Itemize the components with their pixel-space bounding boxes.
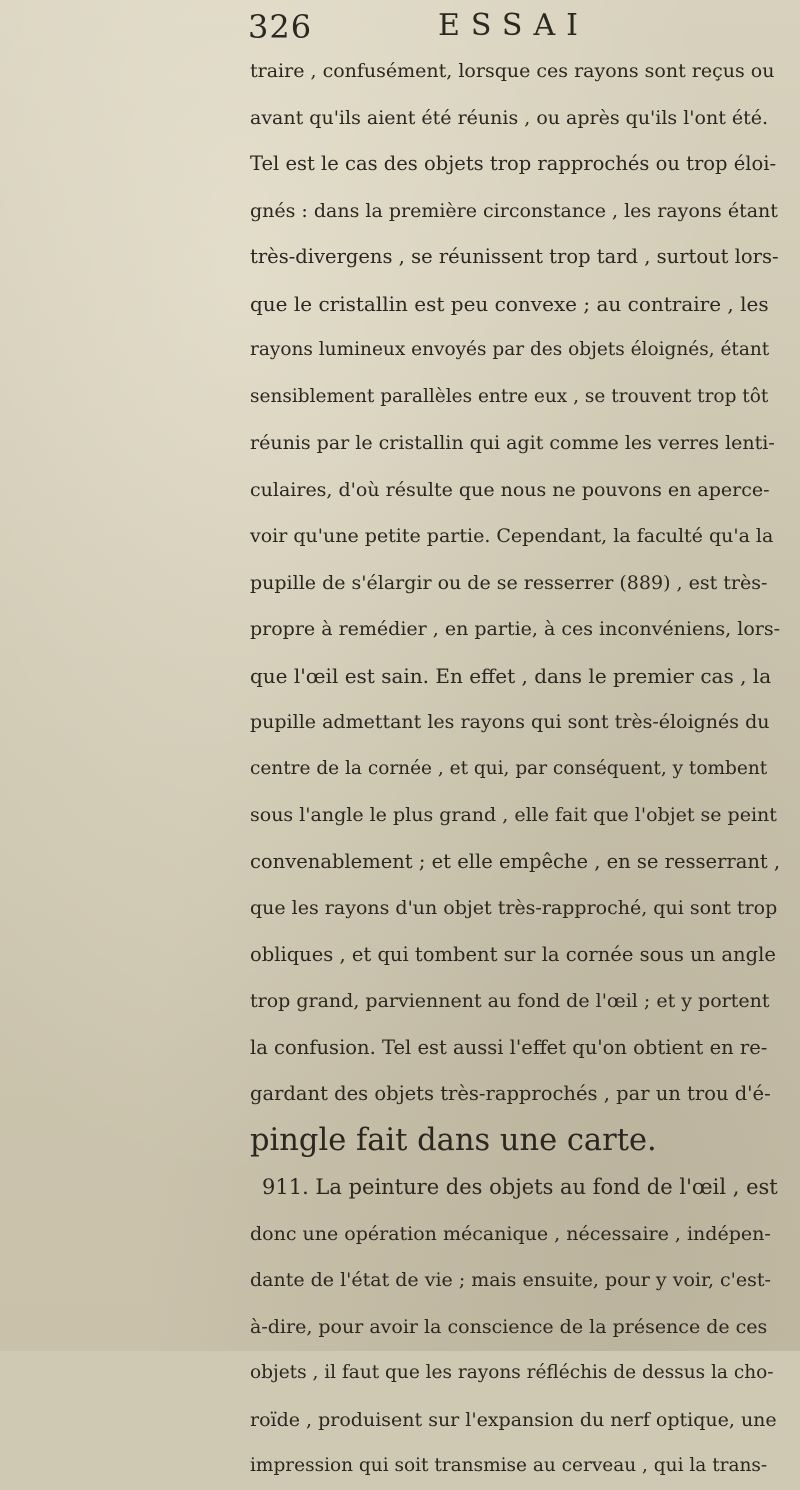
text-line: traire , confusément, lorsque ces rayons sont reçus ou (250, 60, 775, 82)
text-line: trop grand, parviennent au fond de l'œil ; et y portent (250, 990, 770, 1012)
text-line: sous l'angle le plus grand , elle fait que l'objet se peint (250, 804, 777, 826)
text-line: que les rayons d'un objet très-rapproché, qui sont trop (250, 897, 778, 919)
text-line: avant qu'ils aient été réunis , ou après qu'ils l'ont été. (250, 106, 769, 129)
text-line: culaires, d'où résulte que nous ne pouvons en aperce- (250, 478, 770, 501)
text-line: centre de la cornée , et qui, par conséquent, y tombent (250, 757, 768, 779)
text-line: donc une opération mécanique , nécessaire , indépen- (250, 1222, 771, 1245)
text-line: très-divergens , se réunissent trop tard , surtout lors- (250, 245, 779, 268)
text-line: sensiblement parallèles entre eux , se trouvent trop tôt (250, 385, 769, 407)
text-line: que le cristallin est peu convexe ; au contraire , les (250, 291, 769, 316)
text-line: réunis par le cristallin qui agit comme les verres lenti- (250, 432, 775, 454)
text-line: obliques , et qui tombent sur la cornée sous un angle (250, 942, 776, 966)
text-line: que l'œil est sain. En effet , dans le premier cas , la (250, 663, 772, 688)
text-line: Tel est le cas des objets trop rapprochés ou trop éloi- (250, 152, 777, 175)
text-line: à-dire, pour avoir la conscience de la présence de ces (250, 1315, 768, 1338)
text-line: voir qu'une petite partie. Cependant, la faculté qu'a la (250, 525, 774, 547)
running-head: ESSAI (438, 8, 589, 43)
text-line: roïde , produisent sur l'expansion du nerf optique, une (250, 1408, 777, 1431)
text-line: impression qui soit transmise au cerveau , qui la trans- (250, 1455, 768, 1476)
page-header (248, 2, 768, 52)
text-line: dante de l'état de vie ; mais ensuite, pour y voir, c'est- (250, 1269, 771, 1291)
text-line: convenablement ; et elle empêche , en se resserrant , (250, 849, 781, 873)
text-line: pingle fait dans une carte. (250, 1122, 657, 1158)
body-text (250, 48, 780, 1490)
section-911-start: 911. La peinture des objets au fond de l'œil , est (262, 1175, 778, 1199)
text-line: pupille de s'élargir ou de se resserrer (889) , est très- (250, 571, 768, 594)
text-line: rayons lumineux envoyés par des objets éloignés, étant (250, 339, 770, 360)
text-line: gnés : dans la première circonstance , les rayons étant (250, 199, 778, 222)
page-number: 326 (248, 8, 313, 46)
text-line: la confusion. Tel est aussi l'effet qu'on obtient en re- (250, 1035, 768, 1059)
text-line: gardant des objets très-rapprochés , par un trou d'é- (250, 1082, 771, 1105)
text-line: pupille admettant les rayons qui sont très-éloignés du (250, 711, 770, 733)
text-line: objets , il faut que les rayons réfléchis de dessus la cho- (250, 1362, 774, 1383)
text-line: propre à remédier , en partie, à ces inconvéniens, lors- (250, 618, 781, 640)
